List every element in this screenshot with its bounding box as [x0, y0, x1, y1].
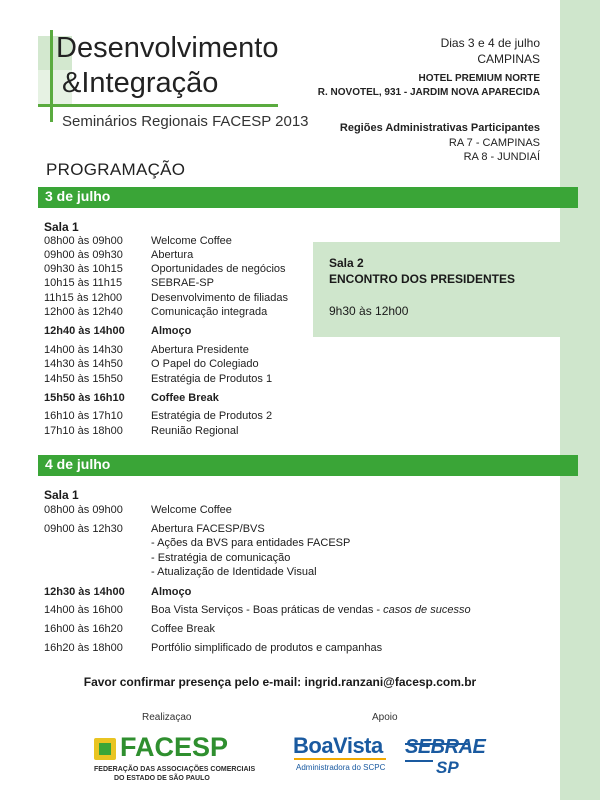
logo-horizontal-line	[38, 104, 278, 107]
row-time: 08h00 às 09h00	[44, 504, 123, 516]
logo-vertical-line	[50, 30, 53, 122]
row-desc: Almoço	[151, 325, 192, 337]
realizacao-label: Realizaçao	[142, 712, 192, 723]
row-time: 11h15 às 12h00	[44, 292, 123, 304]
row-time: 14h00 às 14h30	[44, 344, 123, 356]
day2-band	[38, 455, 578, 476]
day2-sala-heading: Sala 1	[44, 488, 79, 502]
boavista-logo: BoaVista	[293, 733, 383, 758]
sub-item: - Atualização de Identidade Visual	[151, 566, 317, 578]
event-subtitle: Seminários Regionais FACESP 2013	[62, 113, 309, 130]
row-desc: SEBRAE-SP	[151, 277, 214, 289]
regions-title: Regiões Administrativas Participantes	[339, 122, 540, 134]
sala2-event: ENCONTRO DOS PRESIDENTES	[329, 272, 516, 286]
row-time: 12h00 às 12h40	[44, 306, 123, 318]
event-address: R. NOVOTEL, 931 - JARDIM NOVA APARECIDA	[317, 87, 540, 98]
sebrae-logo: SEBRAE	[405, 736, 486, 758]
row-desc: Abertura Presidente	[151, 344, 249, 356]
event-dates: Dias 3 e 4 de julho	[440, 36, 540, 50]
row-time: 17h10 às 18h00	[44, 425, 123, 437]
right-decor-band	[560, 0, 600, 800]
row-time: 09h30 às 10h15	[44, 263, 123, 275]
row-desc: Abertura	[151, 249, 194, 261]
day1-label: 3 de julho	[45, 188, 111, 204]
row-time: 12h40 às 14h00	[44, 325, 125, 337]
boavista-subtitle: Administradora do SCPC	[296, 763, 386, 772]
apoio-label: Apoio	[372, 712, 398, 723]
row-time: 14h30 às 14h50	[44, 358, 123, 370]
row-desc: Coffee Break	[151, 392, 219, 404]
row-desc: Portfólio simplificado de produtos e campanhas	[151, 642, 383, 654]
facesp-logo	[92, 732, 256, 784]
sala2-title: Sala 2	[329, 256, 364, 270]
confirm-presence-text: Favor confirmar presença pelo e-mail: ingrid.ranzani@facesp.com.br	[83, 675, 477, 689]
day2-label: 4 de julho	[45, 456, 111, 472]
row-desc: Abertura FACESP/BVS	[151, 523, 265, 535]
row-time: 09h00 às 09h30	[44, 249, 123, 261]
row-time: 16h10 às 17h10	[44, 410, 123, 422]
facesp-wordmark: FACESP	[120, 732, 229, 762]
day1-sala-heading: Sala 1	[44, 220, 79, 234]
region-item-1: RA 7 - CAMPINAS	[448, 137, 540, 149]
row-time: 15h50 às 16h10	[44, 392, 125, 404]
event-title-line2: &Integração	[62, 67, 219, 99]
row-desc: Coffee Break	[151, 623, 216, 635]
sub-item: - Estratégia de comunicação	[151, 552, 291, 564]
row-time: 08h00 às 09h00	[44, 235, 123, 247]
row-desc: Comunicação integrada	[151, 306, 268, 318]
row-time: 16h00 às 16h20	[44, 623, 123, 635]
row-desc-main: Boa Vista Serviços - Boas práticas de vendas -	[151, 604, 384, 616]
facesp-caption-line2: DO ESTADO DE SÃO PAULO	[114, 775, 210, 782]
row-desc: Estratégia de Produtos 1	[151, 373, 273, 385]
sebrae-sp-logo: SP	[436, 758, 459, 777]
facesp-emblem-icon	[94, 738, 116, 760]
row-time: 14h50 às 15h50	[44, 373, 123, 385]
row-desc	[151, 604, 471, 616]
row-desc: Estratégia de Produtos 2	[151, 410, 273, 422]
region-item-2: RA 8 - JUNDIAÍ	[463, 151, 540, 163]
boavista-underline	[294, 758, 386, 760]
row-time: 09h00 às 12h30	[44, 523, 123, 535]
event-hotel: HOTEL PREMIUM NORTE	[418, 73, 540, 84]
row-desc: O Papel do Colegiado	[151, 358, 259, 370]
day1-band	[38, 187, 578, 208]
sub-item: - Ações da BVS para entidades FACESP	[151, 537, 351, 549]
row-time: 14h00 às 16h00	[44, 604, 123, 616]
row-desc: Welcome Coffee	[151, 504, 232, 516]
row-desc: Reunião Regional	[151, 425, 239, 437]
sala2-box	[313, 242, 560, 337]
row-desc: Desenvolvimento de filiadas	[151, 292, 288, 304]
event-city: CAMPINAS	[477, 52, 540, 66]
row-time: 12h30 às 14h00	[44, 586, 125, 598]
programacao-heading: PROGRAMAÇÃO	[46, 160, 186, 179]
row-desc: Almoço	[151, 586, 192, 598]
event-title-line1: Desenvolvimento	[56, 32, 279, 64]
row-desc: Oportunidades de negócios	[151, 263, 286, 275]
sala2-time: 9h30 às 12h00	[329, 304, 409, 318]
row-time: 16h20 às 18h00	[44, 642, 123, 654]
row-desc: Welcome Coffee	[151, 235, 232, 247]
sebrae-stripe	[405, 760, 433, 762]
row-time: 10h15 às 11h15	[44, 277, 123, 289]
row-desc-italic: casos de sucesso	[383, 604, 471, 616]
facesp-caption-line1: FEDERAÇÃO DAS ASSOCIAÇÕES COMERCIAIS	[94, 766, 256, 773]
